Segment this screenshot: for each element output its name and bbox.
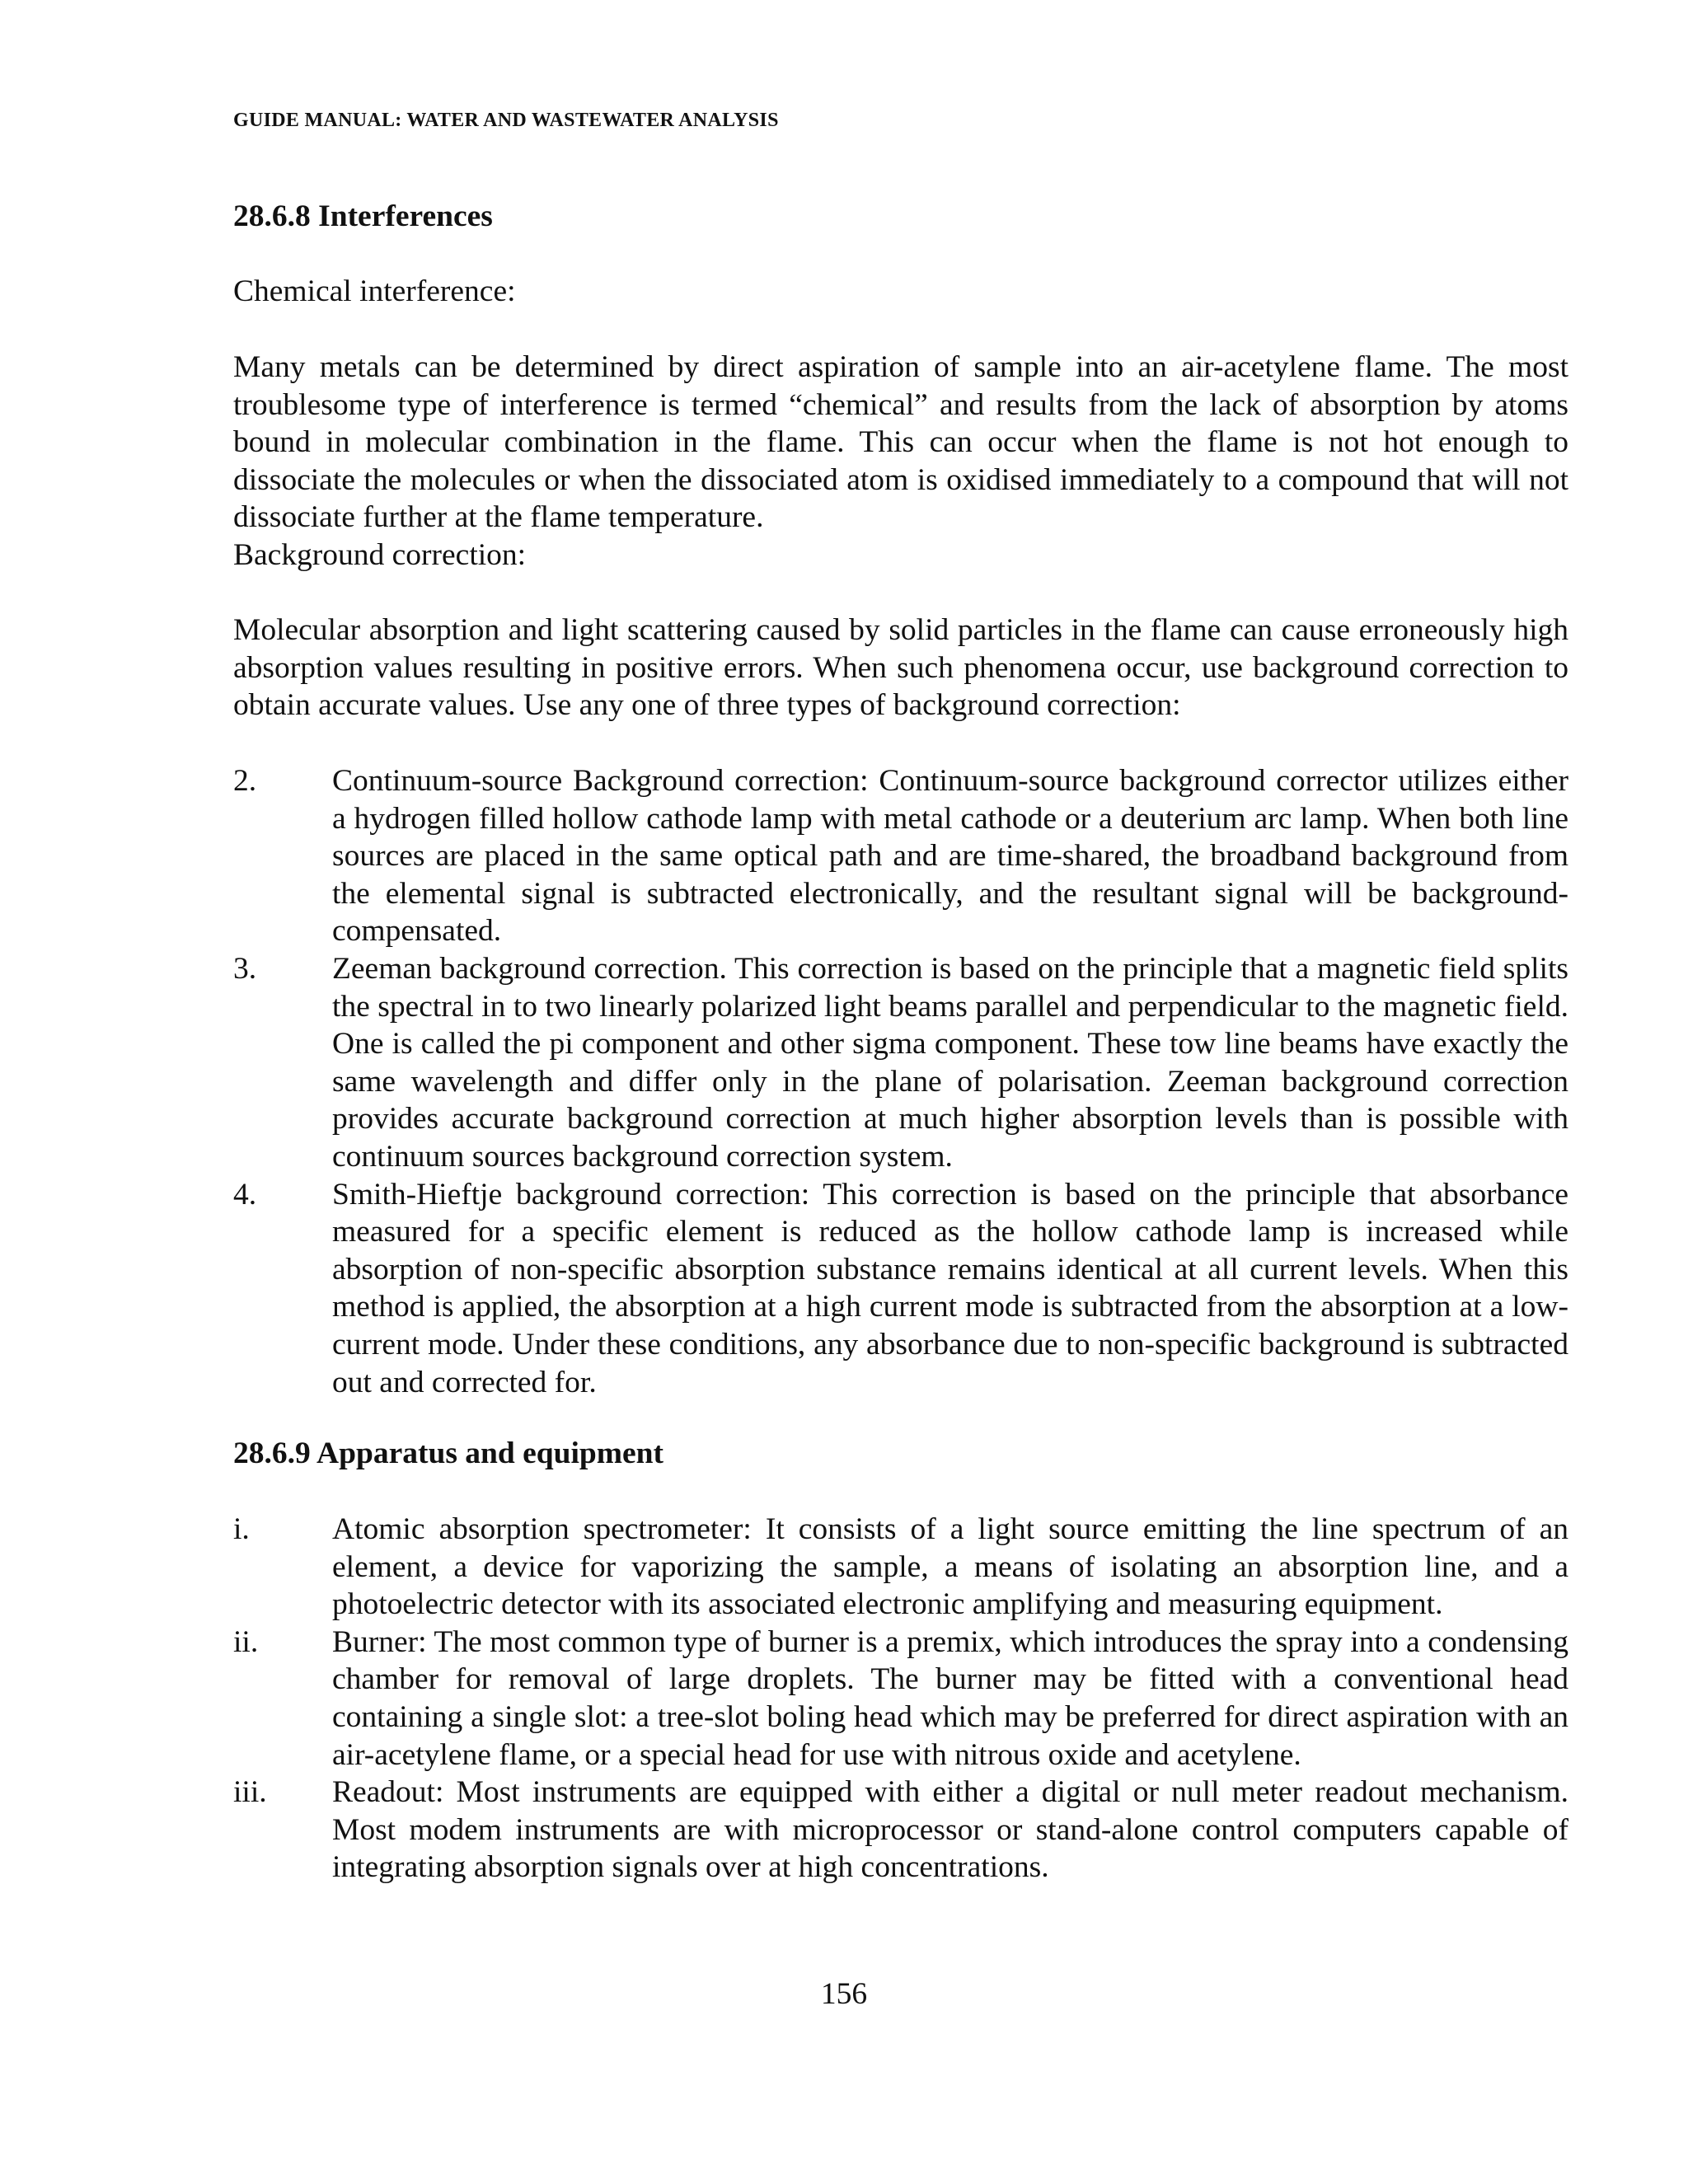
- background-correction-label: Background correction:: [233, 538, 527, 572]
- chemical-interference-paragraph: Many metals can be determined by direct aspiration of sample into an air-acetylene flame. The most troublesome type of interference is termed “chemical” and results from the lack of absorption by atoms bound in molecular combination in the flame. This can occur when the flame is not hot enough to dissociate the molecules or when the dissociated atom is oxidised immediately to a compound that will not dissociate further at the flame temperature.: [233, 350, 1568, 535]
- list-marker: ii.: [233, 1624, 259, 1659]
- section-heading-interferences: 28.6.8 Interferences: [233, 199, 493, 233]
- background-correction-list: [233, 762, 1568, 1401]
- list-marker: 2.: [233, 764, 257, 798]
- list-marker: i.: [233, 1512, 250, 1546]
- list-marker: 3.: [233, 951, 257, 986]
- list-item: [233, 1511, 1568, 1624]
- list-item: [233, 1176, 1568, 1402]
- list-item: [233, 1624, 1568, 1774]
- list-item: [233, 1774, 1568, 1886]
- running-head: GUIDE MANUAL: WATER AND WASTEWATER ANALYSIS: [233, 110, 779, 131]
- list-item-text: Atomic absorption spectrometer: It consists of a light source emitting the line spectrum of an element, a device for vaporizing the sample, a means of isolating an absorption line, and a photoelectric detector with its associated electronic amplifying and measuring equipment.: [332, 1512, 1568, 1622]
- list-marker: iii.: [233, 1775, 267, 1810]
- list-item: [233, 762, 1568, 950]
- list-item-text: Zeeman background correction. This correction is based on the principle that a magnetic field splits the spectral in to two linearly polarized light beams parallel and perpendicular to the magnetic field. One is called the pi component and other sigma component. These tow line beams have exactly the same wavelength and differ only in the plane of polarisation. Zeeman background correction provides accurate background correction at much higher absorption levels than is possible with continuum sources background correction system.: [332, 951, 1568, 1174]
- background-correction-paragraph: Molecular absorption and light scattering caused by solid particles in the flame can cause erroneously high absorption values resulting in positive errors. When such phenomena occur, use background correction to obtain accurate values. Use any one of three types of background correction:: [233, 613, 1568, 723]
- section-heading-apparatus: 28.6.9 Apparatus and equipment: [233, 1436, 663, 1470]
- list-item-text: Smith-Hieftje background correction: This correction is based on the principle that absorbance measured for a specific element is reduced as the hollow cathode lamp is increased while absorption of non-specific absorption substance remains identical at all current levels. When this method is applied, the absorption at a high current mode is subtracted from the absorption at a low-current mode. Under these conditions, any absorbance due to non-specific background is subtracted out and corrected for.: [332, 1177, 1568, 1399]
- page-number: 156: [820, 1977, 868, 2011]
- list-marker: 4.: [233, 1177, 257, 1212]
- apparatus-list: [233, 1511, 1568, 1886]
- list-item: [233, 950, 1568, 1176]
- chemical-interference-label: Chemical interference:: [233, 274, 516, 308]
- list-item-text: Readout: Most instruments are equipped with either a digital or null meter readout mechanism. Most modem instruments are with microprocessor or stand-alone control computers capable of integrating absorption signals over at high concentrations.: [332, 1775, 1568, 1885]
- list-item-text: Continuum-source Background correction: Continuum-source background corrector utilizes either a hydrogen filled hollow cathode lamp with metal cathode or a deuterium arc lamp. When both line sources are placed in the same optical path and are time-shared, the broadband background from the elemental signal is subtracted electronically, and the resultant signal will be background-compensated.: [332, 764, 1568, 949]
- list-item-text: Burner: The most common type of burner is a premix, which introduces the spray into a condensing chamber for removal of large droplets. The burner may be fitted with a conventional head containing a single slot: a tree-slot boling head which may be preferred for direct aspiration with an air-acetylene flame, or a special head for use with nitrous oxide and acetylene.: [332, 1624, 1568, 1772]
